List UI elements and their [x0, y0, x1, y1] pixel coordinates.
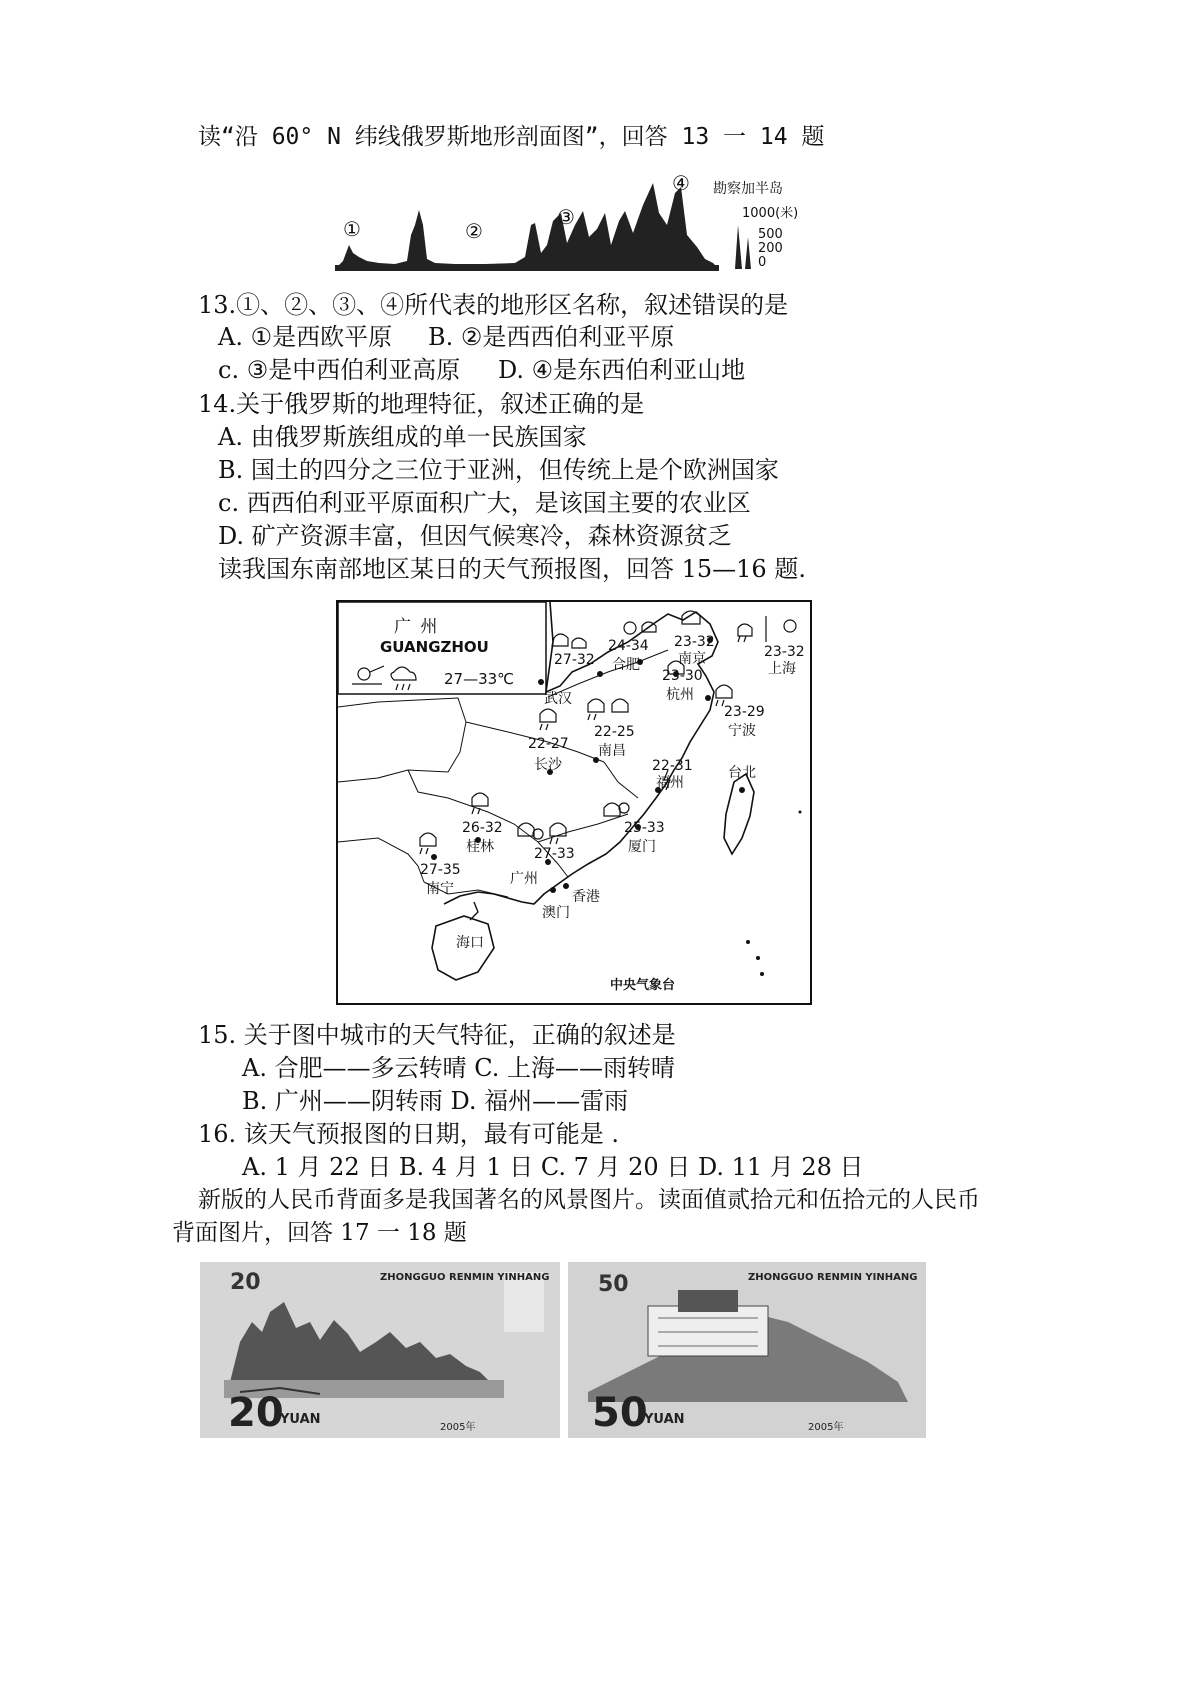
city-name-nanjing: 南京 — [678, 651, 706, 667]
q14-option-a: A. 由俄罗斯族组成的单一民族国家 — [218, 423, 587, 451]
banknote-50-value: 50 — [592, 1390, 648, 1436]
profile-scale-200: 200 — [758, 241, 783, 256]
city-name-guangzhou: 广州 — [510, 871, 538, 887]
profile-label-1: ① — [343, 217, 361, 241]
city-name-hongkong: 香港 — [572, 889, 600, 905]
banknote-20-year: 2005年 — [440, 1422, 476, 1433]
q14-option-c: c. 西西伯利亚平原面积广大，是该国主要的农业区 — [218, 489, 751, 517]
weather-map — [336, 600, 812, 1005]
profile-kamchatka-label: 勘察加半岛 — [713, 181, 783, 197]
city-name-fuzhou: 福州 — [656, 775, 684, 791]
intro-q15-16: 读我国东南部地区某日的天气预报图，回答 15—16 题. — [218, 555, 806, 583]
banknote-50-header: ZHONGGUO RENMIN YINHANG — [748, 1272, 918, 1283]
q13-option-c: c. ③是中西伯利亚高原 — [218, 356, 461, 384]
city-name-shanghai: 上海 — [768, 661, 796, 677]
banknote-20-header: ZHONGGUO RENMIN YINHANG — [380, 1272, 550, 1283]
profile-scale-0: 0 — [758, 255, 767, 270]
city-name-xiamen: 厦门 — [628, 839, 656, 855]
profile-label-2: ② — [465, 219, 483, 243]
city-name-nanning: 南宁 — [426, 881, 454, 897]
city-name-taibei: 台北 — [728, 765, 756, 781]
city-temp-nanchang: 22-25 — [594, 724, 635, 740]
q15-stem: 15. 关于图中城市的天气特征，正确的叙述是 — [198, 1021, 676, 1049]
city-temp-nanning: 27-35 — [420, 862, 461, 878]
banknote-50-year: 2005年 — [808, 1422, 844, 1433]
city-temp-ningbo: 23-29 — [724, 704, 765, 720]
intro-q13-14: 读“沿 60° N 纬线俄罗斯地形剖面图”，回答 13 一 14 题 — [198, 124, 825, 150]
city-temp-hefei: 24-34 — [608, 638, 649, 654]
city-name-macau: 澳门 — [542, 905, 570, 921]
banknote-20-corner-value: 20 — [230, 1270, 261, 1295]
profile-label-3: ③ — [557, 205, 575, 229]
inset-pinyin: GUANGZHOU — [380, 638, 489, 656]
intro-q17-18-line2: 背面图片，回答 17 一 18 题 — [172, 1220, 467, 1246]
q16-stem: 16. 该天气预报图的日期，最有可能是 . — [198, 1120, 620, 1148]
q13-option-a: A. ①是西欧平原 — [218, 323, 393, 351]
banknote-50 — [568, 1262, 926, 1438]
q14-option-d: D. 矿产资源丰富，但因气候寒冷，森林资源贫乏 — [218, 522, 732, 550]
banknote-20-value: 20 — [228, 1390, 284, 1436]
city-name-wuhan: 武汉 — [544, 691, 572, 707]
city-name-haikou: 海口 — [456, 935, 484, 951]
inset-title: 广 州 — [394, 617, 440, 637]
banknote-20-unit: YUAN — [280, 1412, 321, 1427]
city-temp-shanghai: 23-32 — [764, 644, 805, 660]
profile-scale-1000: 1000(米) — [742, 206, 799, 221]
city-name-changsha: 长沙 — [534, 757, 562, 773]
banknote-20 — [200, 1262, 560, 1438]
banknote-50-unit: YUAN — [644, 1412, 685, 1427]
city-temp-hangzhou: 23-30 — [662, 668, 703, 684]
q13-option-d: D. ④是东西伯利亚山地 — [498, 356, 746, 384]
city-temp-guilin: 26-32 — [462, 820, 503, 836]
city-temp-fuzhou: 22-31 — [652, 758, 693, 774]
q15-options-row1: A. 合肥——多云转晴 C. 上海——雨转晴 — [242, 1054, 675, 1082]
q13-option-b: B. ②是西西伯利亚平原 — [428, 323, 675, 351]
inset-temp: 27—33℃ — [444, 670, 515, 688]
profile-scale-500: 500 — [758, 227, 783, 242]
city-name-hangzhou: 杭州 — [666, 687, 694, 703]
q14-option-b: B. 国土的四分之三位于亚洲，但传统上是个欧洲国家 — [218, 456, 779, 484]
map-credit: 中央气象台 — [610, 978, 676, 993]
city-temp-xiamen: 25-33 — [624, 820, 665, 836]
terrain-profile-figure — [335, 165, 815, 275]
q14-stem: 14.关于俄罗斯的地理特征，叙述正确的是 — [198, 390, 645, 418]
city-name-ningbo: 宁波 — [728, 723, 756, 739]
city-temp-wuhan: 27-32 — [554, 652, 595, 668]
city-temp-guangzhou: 27-33 — [534, 846, 575, 862]
banknote-50-corner-value: 50 — [598, 1272, 629, 1297]
q15-options-row2: B. 广州——阴转雨 D. 福州——雷雨 — [242, 1087, 629, 1115]
city-name-nanchang: 南昌 — [598, 743, 626, 759]
city-temp-nanjing: 23-32 — [674, 634, 715, 650]
q13-stem: 13.①、②、③、④所代表的地形区名称，叙述错误的是 — [198, 291, 789, 319]
city-name-guilin: 桂林 — [466, 839, 494, 855]
profile-label-4: ④ — [672, 171, 690, 195]
q16-options: A. 1 月 22 日 B. 4 月 1 日 C. 7 月 20 日 D. 11 月 28 日 — [242, 1153, 864, 1181]
intro-q17-18-line1: 新版的人民币背面多是我国著名的风景图片。读面值贰拾元和伍拾元的人民币 — [198, 1187, 980, 1213]
city-temp-changsha: 22-27 — [528, 736, 569, 752]
city-name-hefei: 合肥 — [612, 657, 640, 673]
